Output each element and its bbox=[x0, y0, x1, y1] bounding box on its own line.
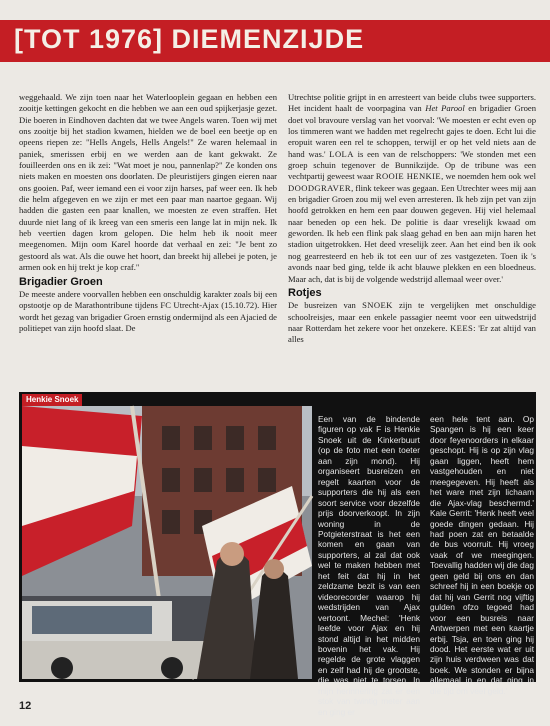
photo-caption bbox=[318, 414, 534, 717]
caption-column-right bbox=[430, 414, 534, 696]
photo-label: Henkie Snoek bbox=[22, 394, 82, 406]
paragraph: De meeste andere voorvallen hebben een onschuldig karakter zoals bij een opstootje op de Marathontribune tijdens FC Utrecht-Ajax (15.10.72). Hier wordt het gezag van brigadier Groen ernstig ondermijnd als een Ajacied de politiepet van zijn hoofd slaat. De bbox=[19, 288, 277, 333]
newspaper-name: Het Parool bbox=[425, 103, 465, 114]
caption-text: een hele tent aan. Op Spangen is hij een keer door feyenoorders in elkaar geschopt. Hij is op zijn vlag gaan liggen, heeft hem vastgehouden en niet meegegeven. Hij heeft als het ware met zijn lichaam die Ajax-vlag beschermd.' Kale Gerrit: 'Henk heeft veel goede dingen gedaan. Hij had poen zat en betaalde de bus voorruit. Hij vroeg vaak of we meegingen. Toevallig hadden wij die dag geen geld bij ons en dan schreef hij in een boekje op dat hij van Gerrit nog vijftig gulden ofzo tegoed had voor een busreis naar Antwerpen met een kaartje erbij. Tsja, en toen ging hij dood. Het eerste wat er uit zijn huis verdween was dat boek. We stonden er bijna allemaal in en dat ging in die tijd om veel geld.' bbox=[430, 414, 534, 696]
paragraph: Utrechtse politie grijpt in en arresteert van beide clubs twee supporters. Het incident haalt de voorpagina van Het Parool en brigadier Groen doet vol bravoure verslag van het voorval: 'We moesten er echt even op los timmeren want we hadden met regelrecht gajes te doen. Echt lui die eropuit waren een rel te schoppen, terwijl er op het veld niets aan de hand was.' LOLA is een van de relschoppers: 'We stonden met een groep schuin tegenover de Bunnikzijde. Op de tribune was een vechtpartij geweest waar ROOIE HENKIE, we noemden hem ook wel DOODGRAVER, flink tekeer was gegaan. Een Utrechter wees mij aan en brigadier Groen zou mij wel even arresteren. Ik heb zijn pet van zijn hoofd getrokken en hem een paar douwen gegeven. Hij viel helemaal naar beneden op een hek. De politie is daar vreselijk kwaad om geworden. Ik heb een flink pak slaag gehad en ben aan mijn haren het stadion uitgetrokken. Het deed vreselijk zeer. Aan het eind ben ik ook nog gearresteerd en heb ik tot een uur of zes vastgezeten. Toen ik 's avonds naar bed ging, telde ik acht blauwe plekken en een bloedneus. Maar ach, dat is bij de volgende wedstrijd allemaal weer over.' bbox=[288, 92, 536, 284]
left-text-column bbox=[19, 92, 277, 376]
page-title: [TOT 1976] DIEMENZIJDE bbox=[14, 24, 365, 54]
paragraph: De busreizen van SNOEK zijn te vergelijken met onschuldige schoolreisjes, maar een enkele passagier neemt voor een uitwedstrijd naar Rotterdam het zekere voor het onzekere. KEES: 'Er zat altijd van alles bbox=[288, 300, 537, 345]
photo-illustration bbox=[22, 406, 312, 679]
name-rooie-henkie: ROOIE HENKIE bbox=[375, 171, 442, 182]
section-heading-rotjes: Rotjes bbox=[288, 286, 322, 299]
name-doodgraver: DOODGRAVER bbox=[288, 182, 352, 193]
name-snoek: SNOEK bbox=[362, 300, 393, 311]
section-heading-brigadier-groen: Brigadier Groen bbox=[19, 275, 103, 288]
caption-text: Een van de bindende figuren op vak F is Henkie Snoek uit de Kinkerbuurt (op de foto met een toeter aan zijn mond). Hij organiseert busreizen en regelt kaarten voor de supporters die hij als een soort service voor dezelfde prijs doorverkoopt. In zijn woning in de Potgieterstraat is het een komen en gaan van supporters, al zal dat ook wel te maken hebben met het feit dat hij in het zeldzame bezit is van een videorecorder waarop hij wedstrijden van Ajax vertoont. Mechel: 'Henk leefde voor Ajax en hij stond altijd in het midden bovenin het vak. Hij regelde de grote vlaggen en zelf had hij de grootste, die was niet te torsen. In mijn herinnering zat er een stok van twintig meter aan en ging er bbox=[318, 414, 420, 717]
name-kees: KEES bbox=[450, 322, 474, 333]
photo-supporters-with-flags bbox=[22, 406, 312, 679]
right-text-column bbox=[288, 92, 536, 376]
name-lola: LOLA bbox=[329, 148, 354, 159]
paragraph: weggehaald. We zijn toen naar het Waterlooplein gegaan en hebben een zooitje kettingen gekocht en die hebben we aan een oud spijkerjasje gezet. Die boeren in Eindhoven dachten dat we twee Angels waren. Toen wij met ons zooitje bij het stadion kwamen, hielden we de boel een beetje op en opeens riepen ze: "Hells Angels, Hells Angels!" Ze waren helemaal in paniek, smerissen erbij en we werden aan de kant gekwakt. Ze fouilleerden ons en ik zei: "Wat moet je nou, pannenlap?" Ze konden ons niets maken en moesten ons doorlaten. De pleuristijers gingen eieren naar ons gooien. Paf, weer iemand een ei voor zijn harses, paf weer een. Ik heb die helm afgegeven en we zijn er met een paar man naartoe gegaan. Wij hadden die gasten een paar knallen, we moesten ze even straffen. Het duurde niet lang of ik kreeg van een smeris een lange lat in mijn nek. Ik heb veertien dagen krom gelopen. Die helm heb ik nooit meer meegenomen. Mijn oom Karel hoorde dat verhaal en zei: "Je bent zo gestoord als wat. Als die ouwe het hoort, dan breekt hij allebei je poten, je armen ook en hij trekt je kop craf." bbox=[19, 92, 277, 273]
caption-column-left bbox=[318, 414, 420, 717]
page-number: 12 bbox=[19, 700, 32, 712]
